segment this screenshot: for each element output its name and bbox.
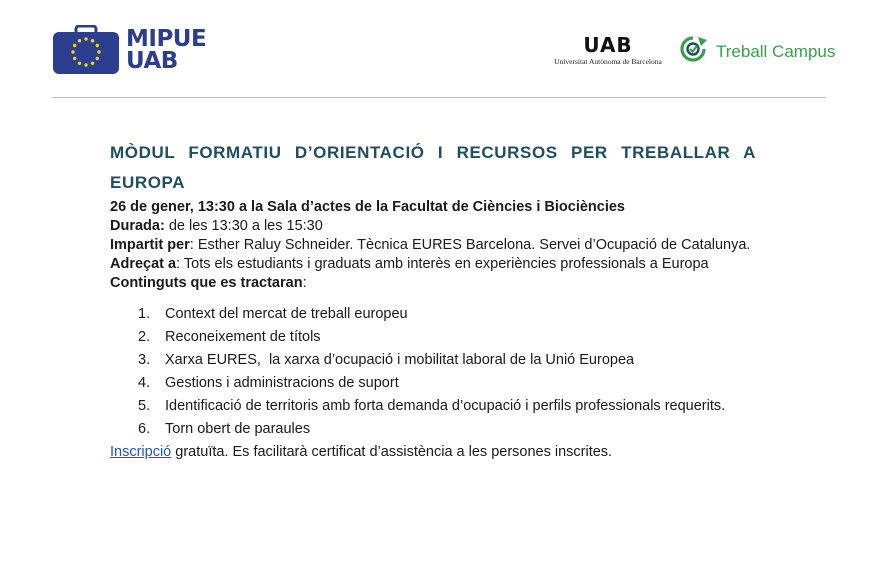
audience-value: : Tots els estudiants i graduats amb interès en experiències professionals a Europa [176, 256, 709, 272]
list-item-number: 2. [138, 329, 151, 345]
mipue-uab-logo [52, 25, 206, 75]
list-item-text: Xarxa EURES, la xarxa d’ocupació i mobilitat laboral de la Unió Europea [165, 352, 635, 368]
list-item-text: Context del mercat de treball europeu [165, 306, 408, 322]
taught-by-value: : Esther Raluy Schneider. Tècnica EURES Barcelona. Servei d’Ocupació de Catalunya. [189, 237, 751, 253]
registration-line [110, 443, 756, 462]
duration-line [110, 217, 756, 236]
contents-colon: : [302, 275, 307, 291]
list-item [110, 397, 756, 416]
topics-list [110, 305, 756, 439]
list-item-number: 5. [138, 398, 151, 414]
list-item-text: Reconeixement de títols [165, 329, 321, 345]
treball-campus-text: Treball Campus [716, 41, 836, 61]
mipue-logo-text [126, 28, 206, 72]
contents-label: Continguts que es tractaran [110, 275, 303, 291]
list-item [110, 351, 756, 370]
list-item-text: Gestions i administracions de suport [165, 375, 399, 391]
audience-label: Adreçat a [110, 256, 177, 272]
mipue-logo-line1: MIPUE [126, 26, 207, 52]
mipue-logo-line2: UAB [126, 48, 178, 74]
list-item [110, 328, 756, 347]
treball-campus-logo [676, 34, 835, 69]
registration-text: gratuïta. Es facilitarà certificat d’assistència a les persones inscrites. [171, 444, 613, 460]
taught-by-line [110, 236, 756, 255]
list-item-text: Torn obert de paraules [165, 421, 311, 437]
header-divider [52, 97, 826, 98]
taught-by-label: Impartit per [110, 237, 190, 253]
registration-link[interactable]: Inscripció [110, 444, 172, 460]
list-item-text: Identificació de territoris amb forta demanda d’ocupació i perfils professionals requerits. [165, 398, 726, 414]
document-title: MÒDUL FORMATIU D’ORIENTACIÓ I RECURSOS PER TREBALLAR A EUROPA [110, 143, 756, 192]
uab-logo-subtitle: Universitat Autònoma de Barcelona [554, 57, 662, 66]
document-header [0, 0, 870, 98]
list-item [110, 305, 756, 324]
eu-suitcase-icon [52, 25, 120, 75]
list-item [110, 374, 756, 393]
list-item-number: 1. [138, 306, 151, 322]
document-body [110, 138, 756, 462]
duration-value: de les 13:30 a les 15:30 [164, 218, 323, 234]
list-item-number: 3. [138, 352, 151, 368]
audience-line [110, 255, 756, 274]
list-item-number: 6. [138, 421, 151, 437]
event-date-line: 26 de gener, 13:30 a la Sala d’actes de la Facultat de Ciències i Biociències [110, 199, 625, 215]
uab-logo [548, 35, 668, 66]
uab-logo-mark: UAB [583, 33, 633, 57]
contents-heading [110, 274, 756, 293]
treball-campus-icon [676, 34, 710, 69]
list-item [110, 420, 756, 439]
duration-label: Durada: [110, 218, 165, 234]
list-item-number: 4. [138, 375, 151, 391]
